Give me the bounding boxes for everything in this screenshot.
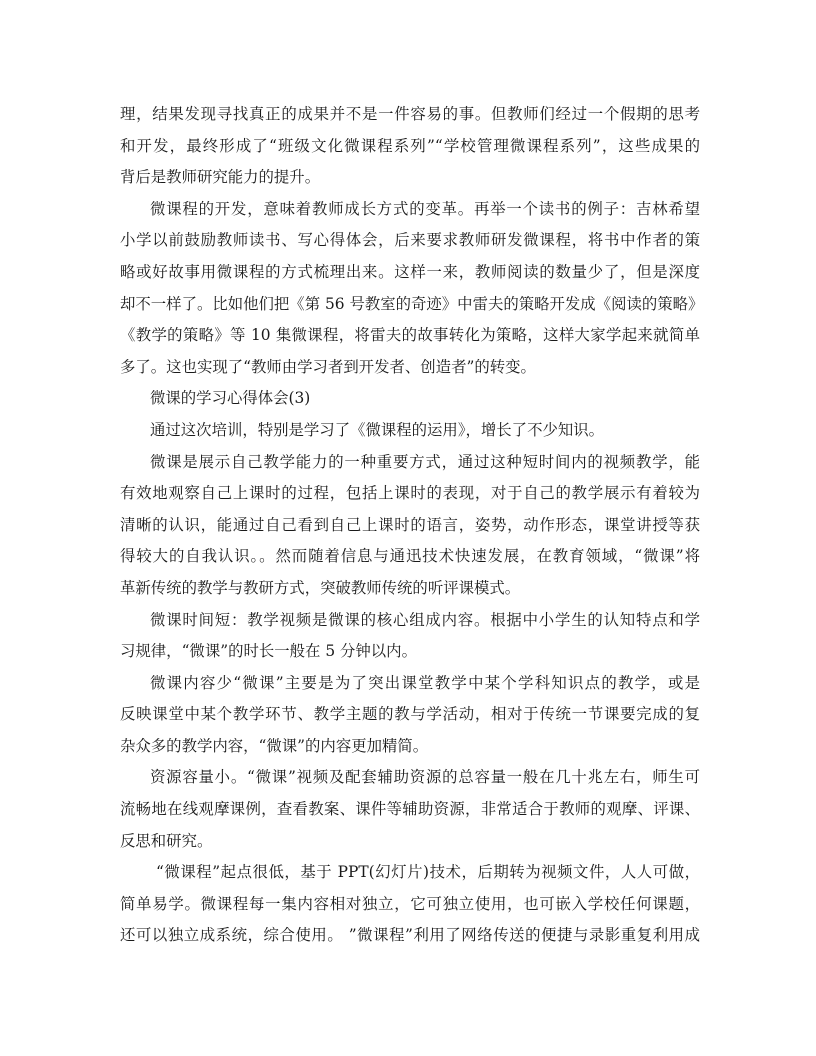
text-line: 得较大的自我认识。。然而随着信息与通迅技术快速发展，在教育领域，“微课”将 <box>120 547 700 566</box>
section-heading: 微课的学习心得体会(3) <box>150 389 311 408</box>
paragraph-first-line: 微课时间短：教学视频是微课的核心组成内容。根据中小学生的认知特点和学 <box>150 610 700 629</box>
paragraph-first-line: 微课内容少“微课”主要是为了突出课堂教学中某个学科知识点的教学，或是 <box>150 673 700 692</box>
text-line: 反思和研究。 <box>120 831 213 850</box>
paragraph-first-line: 微课程的开发，意味着教师成长方式的变革。再举一个读书的例子：吉林希望 <box>150 199 700 218</box>
text-line: 革新传统的教学与教研方式，突破教师传统的听评课模式。 <box>120 578 521 597</box>
text-line: 《教学的策略》等 10 集微课程，将雷夫的故事转化为策略，这样大家学起来就简单 <box>120 326 700 345</box>
text-line: 理，结果发现寻找真正的成果并不是一件容易的事。但教师们经过一个假期的思考 <box>120 105 700 123</box>
document-body <box>120 99 704 952</box>
text-line: 背后是教师研究能力的提升。 <box>120 168 321 187</box>
text-line: 略或好故事用微课程的方式梳理出来。这样一来，教师阅读的数量少了，但是深度 <box>120 262 700 281</box>
text-line: 清晰的认识，能通过自己看到自己上课时的语言，姿势，动作形态，课堂讲授等获 <box>120 515 700 534</box>
text-line: 却不一样了。比如他们把《第 56 号教室的奇迹》中雷夫的策略开发成《阅读的策略》 <box>120 294 704 313</box>
paragraph-first-line: 资源容量小。“微课”视频及配套辅助资源的总容量一般在几十兆左右，师生可 <box>150 768 700 787</box>
text-line: 反映课堂中某个教学环节、教学主题的教与学活动，相对于传统一节课要完成的复 <box>120 705 700 724</box>
text-line: 多了。这也实现了“教师由学习者到开发者、创造者”的转变。 <box>120 357 536 376</box>
text-line: 小学以前鼓励教师读书、写心得体会，后来要求教师研发微课程，将书中作者的策 <box>120 231 700 250</box>
text-line: 习规律，“微课”的时长一般在 5 分钟以内。 <box>120 642 417 661</box>
text-line: 流畅地在线观摩课例，查看教案、课件等辅助资源，非常适合于教师的观摩、评课、 <box>120 800 700 819</box>
paragraph-first-line: “微课程”起点很低，基于 PPT(幻灯片)技术，后期转为视频文件，人人可做， <box>156 863 700 882</box>
text-line: 还可以独立成系统，综合使用。 ”微课程”利用了网络传送的便捷与录影重复利用成 <box>120 926 700 945</box>
text-line: 简单易学。微课程每一集内容相对独立，它可独立使用，也可嵌入学校任何课题， <box>120 894 700 913</box>
paragraph-first-line: 微课是展示自己教学能力的一种重要方式，通过这种短时间内的视频教学，能 <box>150 452 700 471</box>
text-line: 和开发，最终形成了“班级文化微课程系列”“学校管理微课程系列”，这些成果的 <box>120 136 700 155</box>
paragraph-first-line: 通过这次培训，特别是学习了《微课程的运用》，增长了不少知识。 <box>150 420 605 439</box>
text-line: 有效地观察自己上课时的过程，包括上课时的表现，对于自己的教学展示有着较为 <box>120 484 700 503</box>
text-line: 杂众多的教学内容，“微课”的内容更加精简。 <box>120 736 429 755</box>
